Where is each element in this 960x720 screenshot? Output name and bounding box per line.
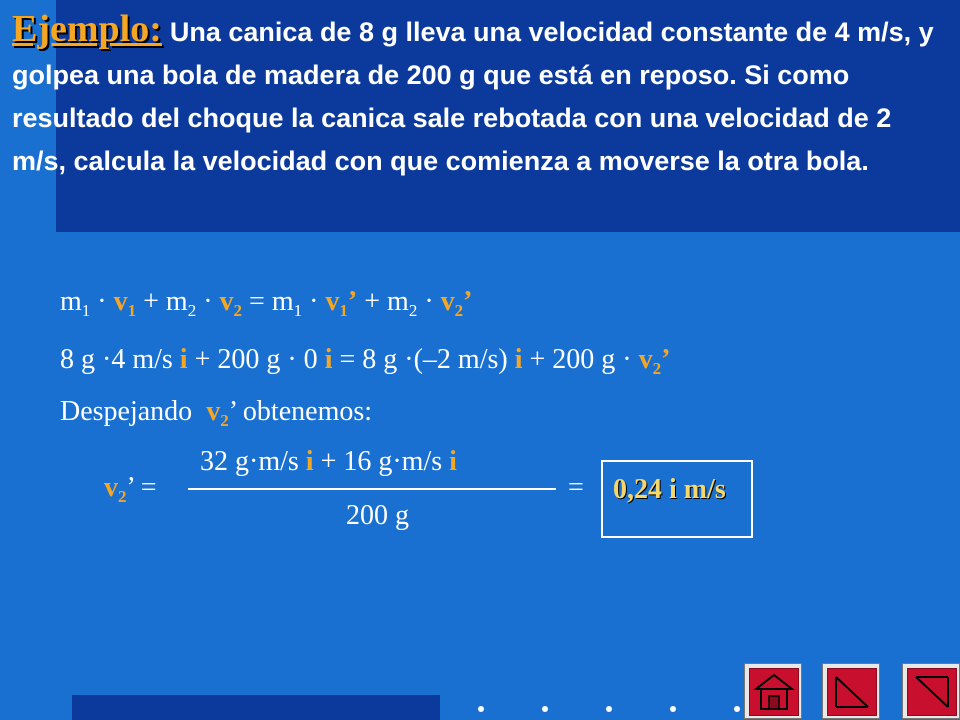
example-label: Ejemplo: bbox=[12, 8, 162, 50]
equals-sign: = bbox=[568, 472, 584, 503]
momentum-equation: $m_1 \cdot v_1 + m_2 \cdot v_2 = m_1 \cdot v_1$’ + $m_2 \cdot v_2$’ bbox=[60, 286, 473, 320]
home-icon bbox=[749, 668, 799, 716]
home-button[interactable] bbox=[744, 663, 802, 719]
fraction-numerator: 32 g·m/s i + 16 g·m/s i bbox=[200, 446, 457, 477]
result-value: 0,24 i m/s bbox=[613, 474, 726, 505]
despejando-line: Despejando $v_2$’ obtenemos: bbox=[60, 396, 373, 430]
problem-text: Una canica de 8 g lleva una velocidad constante de 4 m/s, y golpea una bola de madera de 200 g que está en reposo. Si como resultado del choque la canica sale rebotada con una velocidad de 2 m/s, calcula la velocidad con que comienza a moverse la otra bola. bbox=[12, 17, 934, 176]
substituted-equation: 8 g ·4 m/s i + 200 g · 0 i = 8 g ·(–2 m/s) i + 200 $g \cdot v_2$’ bbox=[60, 344, 671, 378]
back-button[interactable] bbox=[822, 663, 880, 719]
bottom-bar bbox=[72, 695, 440, 720]
problem-statement bbox=[12, 8, 942, 183]
fraction-denominator: 200 g bbox=[346, 500, 409, 531]
forward-icon bbox=[907, 668, 957, 716]
forward-button[interactable] bbox=[902, 663, 960, 719]
fraction-lhs: $v_2$’ = bbox=[104, 472, 157, 506]
back-icon bbox=[827, 668, 877, 716]
fraction-bar bbox=[188, 488, 556, 490]
result-box bbox=[601, 460, 753, 538]
